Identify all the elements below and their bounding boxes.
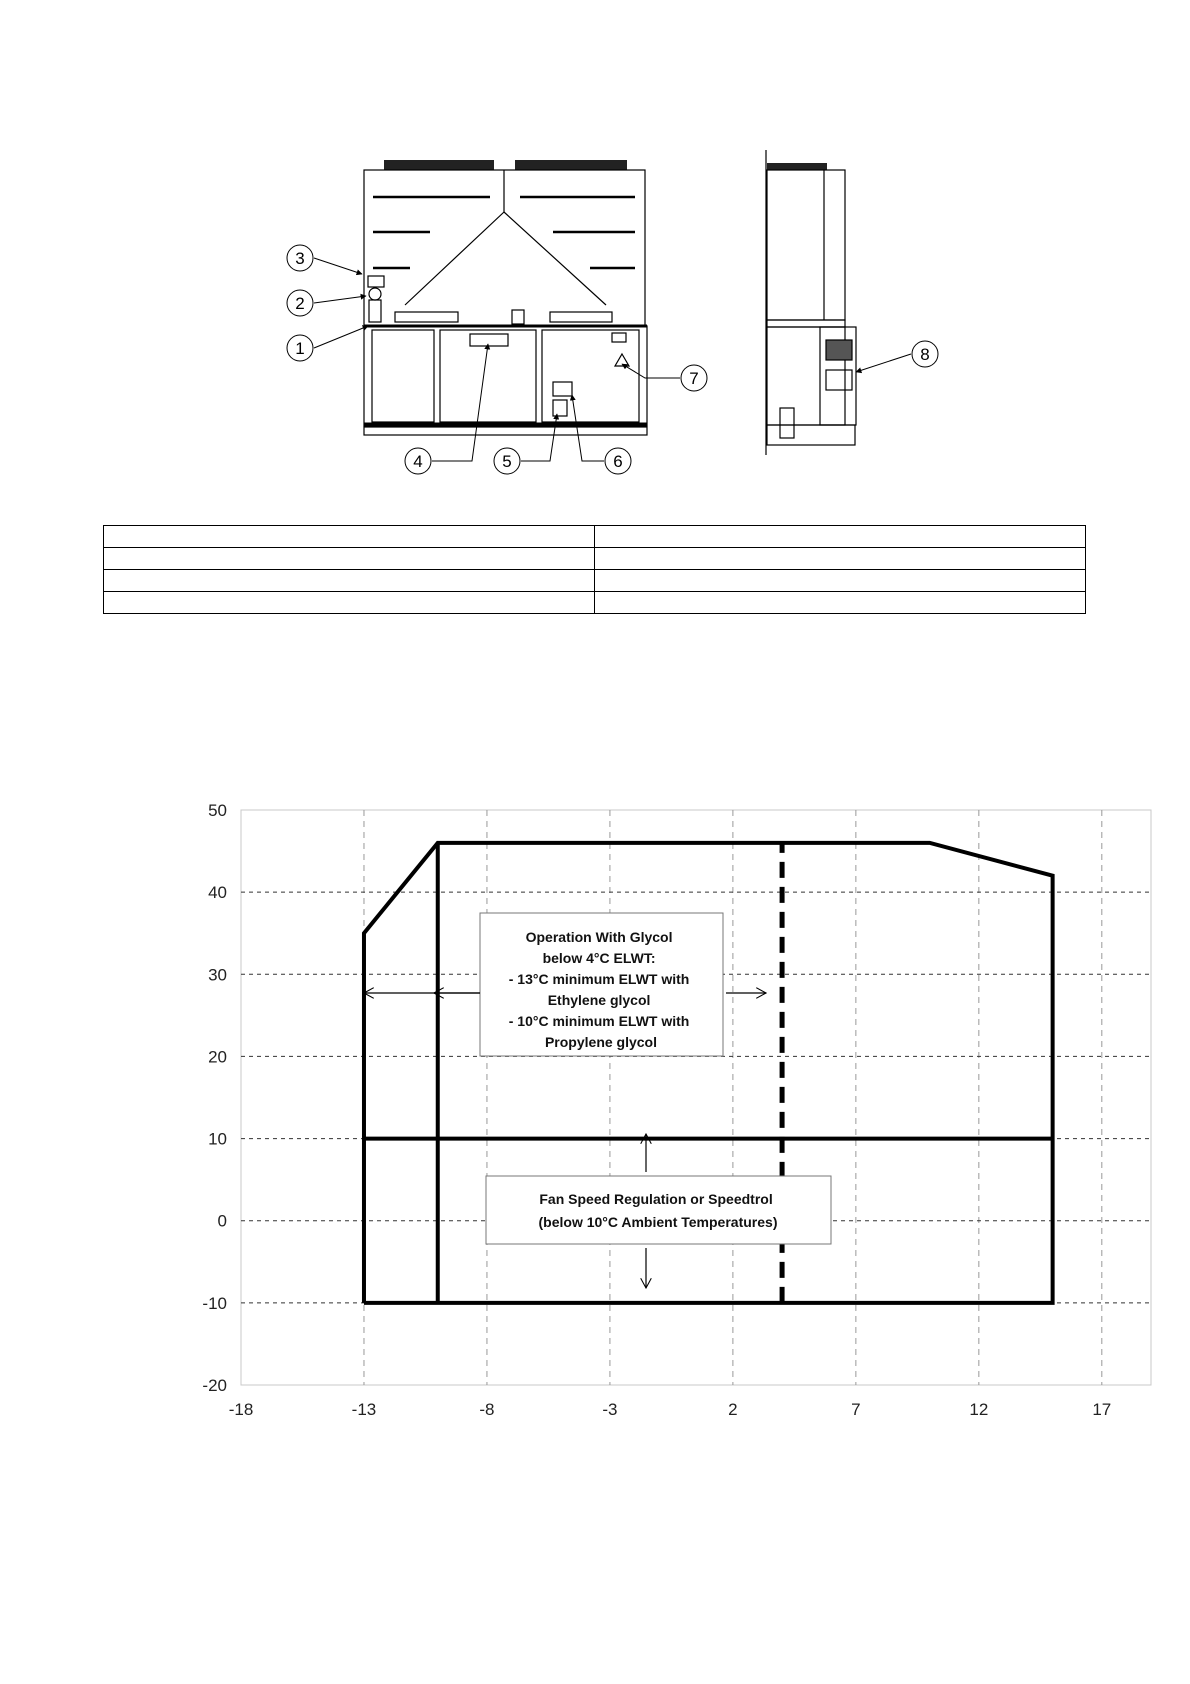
x-tick-label: -3 <box>602 1400 618 1419</box>
label-table <box>103 525 1086 614</box>
y-tick-label: 10 <box>208 1129 227 1149</box>
table-row <box>104 526 1086 548</box>
y-tick-label: 40 <box>208 883 227 903</box>
x-tick-label: -18 <box>228 1400 254 1419</box>
operating-envelope-chart <box>0 780 1190 1440</box>
control-label <box>470 334 508 346</box>
callout-4 <box>405 344 488 474</box>
fan-speed-note-box <box>486 1176 831 1244</box>
glycol-note-line: Propylene glycol <box>544 1034 658 1050</box>
table-row <box>104 570 1086 592</box>
table-cell <box>595 526 1086 548</box>
x-tick-label: 7 <box>851 1400 861 1419</box>
plot-area <box>241 810 1151 1385</box>
base-section <box>364 326 647 426</box>
x-tick-label: -8 <box>479 1400 495 1419</box>
svg-text:5: 5 <box>502 452 512 471</box>
y-axis-ticks <box>202 801 227 1395</box>
callout-1 <box>287 326 368 361</box>
fan-guard-left <box>384 160 494 170</box>
table-cell <box>104 592 595 614</box>
svg-text:6: 6 <box>613 452 623 471</box>
x-tick-label: 2 <box>728 1400 738 1419</box>
table-cell <box>104 570 595 592</box>
front-view <box>364 160 647 435</box>
fan-speed-note-line: (below 10°C Ambient Temperatures) <box>538 1214 778 1230</box>
x-tick-label: -13 <box>351 1400 377 1419</box>
fan-guard-right <box>515 160 627 170</box>
x-tick-label: 12 <box>969 1400 989 1419</box>
table-cell <box>595 548 1086 570</box>
svg-text:8: 8 <box>920 345 930 364</box>
y-tick-label: 30 <box>208 965 227 985</box>
y-tick-label: 20 <box>208 1047 227 1067</box>
svg-text:2: 2 <box>295 294 305 313</box>
table-cell <box>104 526 595 548</box>
table-cell <box>104 548 595 570</box>
y-tick-label: 50 <box>208 801 227 820</box>
table-cell <box>595 570 1086 592</box>
svg-text:4: 4 <box>413 452 423 471</box>
glycol-note-line: Ethylene glycol <box>547 992 651 1008</box>
x-axis-ticks <box>229 1400 1112 1419</box>
svg-text:3: 3 <box>295 249 305 268</box>
fan-speed-note-line: Fan Speed Regulation or Speedtrol <box>539 1191 773 1207</box>
x-tick-label: 17 <box>1092 1400 1112 1419</box>
fan-speed-note <box>486 1176 831 1244</box>
y-tick-label: -20 <box>202 1376 227 1395</box>
table-cell <box>595 592 1086 614</box>
callout-8 <box>856 341 938 372</box>
callout-2 <box>287 290 366 316</box>
y-tick-label: -10 <box>202 1293 227 1313</box>
table-row <box>104 548 1086 570</box>
unit-drawing <box>0 0 1190 480</box>
svg-text:7: 7 <box>689 369 699 388</box>
table-row <box>104 592 1086 614</box>
glycol-note-line: - 10°C minimum ELWT with <box>508 1013 690 1029</box>
glycol-note-line: below 4°C ELWT: <box>542 950 656 966</box>
callout-7 <box>622 364 707 391</box>
y-tick-label: 0 <box>217 1211 227 1231</box>
glycol-note-line: - 13°C minimum ELWT with <box>508 971 690 987</box>
svg-text:1: 1 <box>295 339 305 358</box>
glycol-note <box>480 913 723 1056</box>
side-view <box>766 150 856 455</box>
callout-3 <box>287 245 362 274</box>
glycol-note-line: Operation With Glycol <box>525 929 673 945</box>
